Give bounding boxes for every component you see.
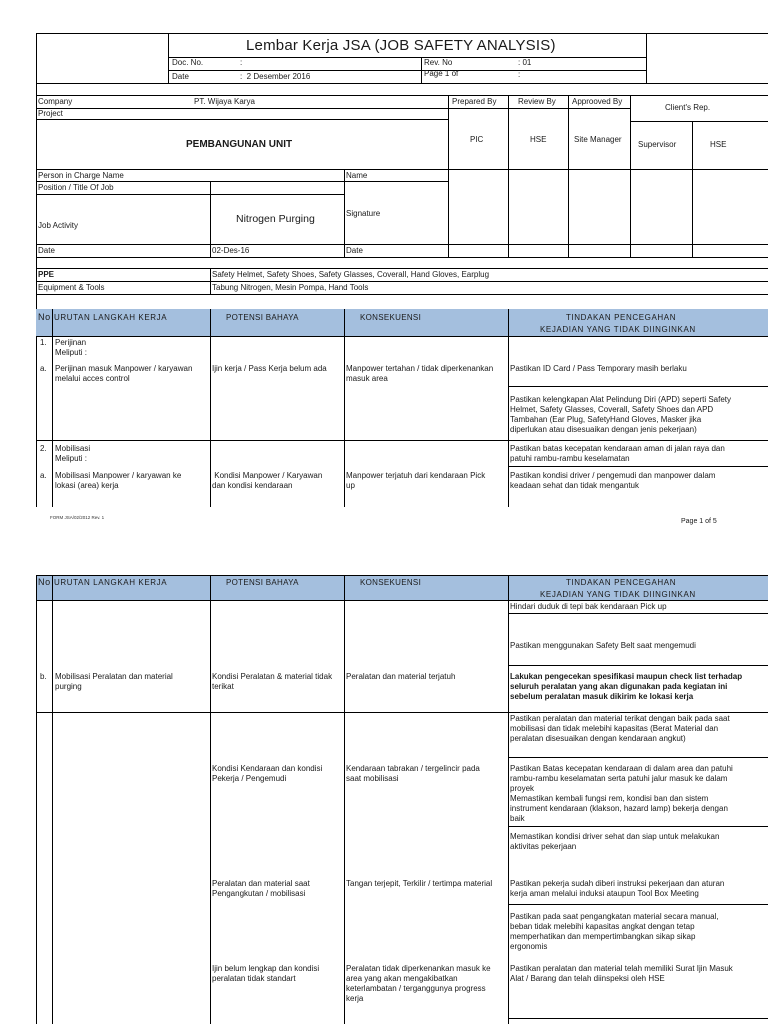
doc-no-label: Doc. No. [172,58,204,67]
row-letter: a. [40,364,47,373]
review-by-label: Review By [518,97,556,106]
header-action-2: KEJADIAN YANG TIDAK DIINGINKAN [540,590,696,599]
project-value: PEMBANGUNAN UNIT [186,139,293,150]
consequence-text: Manpower tertahan / tidak diperkenankan masuk area [346,364,494,383]
hazard-text: Kondisi Kendaraan dan kondisi Pekerja / Pengemudi [212,764,323,783]
row-letter: b. [40,672,47,681]
pic-label: PIC [470,135,484,144]
rev-no-label: Rev. No [424,58,453,67]
header-step: URUTAN LANGKAH KERJA [54,578,168,587]
supervisor-label: Supervisor [638,140,677,149]
header-action-2: KEJADIAN YANG TIDAK DIINGINKAN [540,325,696,334]
row-number: 2. [40,444,47,453]
job-activity-label: Job Activity [38,221,79,230]
header-action-1: TINDAKAN PENCEGAHAN [566,578,677,587]
action-text: Pastikan kelengkapan Alat Pelindung Diri (APD) seperti Safety Helmet, Safety Glasses, Coverall, Safety Shoes dan APD Tambahan (Ear Plug, SafetyHand Gloves, Masker jika diperlukan atau disesuaikan dengan jenis pekerjaan) [510,395,732,434]
hazard-text: Ijin belum lengkap dan kondisi peralatan tidak standart [212,964,320,983]
consequence-text: Tangan terjepit, Terkilir / tertimpa material [346,879,493,888]
date-value: : 2 Desember 2016 [240,72,311,81]
step-mobilisasi: Mobilisasi [55,444,91,453]
equipment-value: Tabung Nitrogen, Mesin Pompa, Hand Tools [212,283,369,292]
hazard-text: Peralatan dan material saat Pengangkutan / mobilisasi [212,879,310,898]
date3-label: Date [346,246,363,255]
project-label: Project [38,109,63,118]
action-text: Hindari duduk di tepi bak kendaraan Pick up [510,602,667,611]
ppe-label: PPE [38,270,55,279]
action-text: Pastikan peralatan dan material telah memiliki Surat Ijin Masuk Alat / Barang dan telah diinspeksi oleh HSE [510,964,733,983]
action-text: Pastikan peralatan dan material terikat dengan baik pada saat mobilisasi dan tidak melebihi kapasitas (Berat Material dan peralatan disesuaikan dengan kendaraan angkut) [510,714,730,743]
row-number: 1. [40,338,47,347]
header-consequence: KONSEKUENSI [360,578,422,587]
consequence-text: Peralatan tidak diperkenankan masuk ke area yang akan mengakibatkan keterlambatan / terganggunya progress kerja [346,964,491,1003]
hazard-text: Kondisi Peralatan & material tidak terikat [212,672,333,691]
ppe-value: Safety Helmet, Safety Shoes, Safety Glasses, Coverall, Hand Gloves, Earplug [212,270,490,279]
job-activity-value: Nitrogen Purging [236,213,315,225]
action-text: Pastikan ID Card / Pass Temporary masih berlaku [510,364,687,373]
clients-rep-label: Client's Rep. [665,103,711,112]
document-title: Lembar Kerja JSA (JOB SAFETY ANALYSIS) [246,37,556,54]
header-consequence: KONSEKUENSI [360,313,422,322]
row-letter: a. [40,471,47,480]
person-in-charge-label: Person in Charge Name [38,171,124,180]
action-text: Lakukan pengecekan spesifikasi maupun check list terhadap seluruh peralatan yang akan digunakan pada kegiatan ini sebelum peralatan masuk dikirim ke lokasi kerja [510,672,743,701]
step-text: Perijinan masuk Manpower / karyawan melalui acces control [55,364,193,383]
action-text: Pastikan Batas kecepatan kendaraan di dalam area dan patuhi rambu-rambu keselamatan serta patuhi jalur masuk ke dalam proyek Memastikan kembali fungsi rem, kondisi ban dan sistem instrument kendaraan (klakson, hazard lamp) bekerja dengan baik [510,764,733,823]
prepared-by-label: Prepared By [452,97,497,106]
action-text: Pastikan pada saat pengangkatan material secara manual, beban tidak melebihi kapasitas angkat dengan tetap memperhatikan dan mempertimbangkan sikap sikap ergonomis [510,912,719,951]
action-text: Pastikan pekerja sudah diberi instruksi pekerjaan dan aturan kerja aman melalui induksi ataupun Tool Box Meeting [510,879,725,898]
header-no: No [38,577,51,587]
hazard-text: Ijin kerja / Pass Kerja belum ada [212,364,327,373]
doc-no-colon: : [240,58,243,67]
signature-label: Signature [346,209,381,218]
page-colon: : [518,70,521,79]
action-text: Pastikan batas kecepatan kendaraan aman di jalan raya dan patuhi rambu-rambu keselamatan [510,444,725,463]
action-text: Pastikan menggunakan Safety Belt saat mengemudi [510,641,696,650]
company-label: Company [38,97,73,106]
equipment-label: Equipment & Tools [38,283,105,292]
approved-by-label: Approoved By [572,97,623,106]
step-text: Mobilisasi Peralatan dan material purging [55,672,173,691]
step-meliputi: Meliputi : [55,454,88,463]
name-label: Name [346,171,368,180]
action-text: Pastikan kondisi driver / pengemudi dan manpower dalam keadaan sehat dan tidak mengantuk [510,471,716,490]
hse2-label: HSE [710,140,727,149]
footer-page-number: Page 1 of 5 [681,518,717,525]
header-action-1: TINDAKAN PENCEGAHAN [566,313,677,322]
step-meliputi: Meliputi : [55,348,88,357]
position-label: Position / Title Of Job [38,183,114,192]
site-manager-label: Site Manager [574,135,622,144]
header-step: URUTAN LANGKAH KERJA [54,313,168,322]
consequence-text: Manpower terjatuh dari kendaraan Pick up [346,471,486,490]
consequence-text: Kendaraan tabrakan / tergelincir pada saat mobilisasi [346,764,480,783]
hazard-text: Kondisi Manpower / Karyawan dan kondisi kendaraan [212,471,323,490]
date-label: Date [172,72,189,81]
date2-value: 02-Des-16 [212,246,250,255]
step-perijinan: Perijinan [55,338,87,347]
action-text: Memastikan kondisi driver sehat dan siap untuk melakukan aktivitas pekerjaan [510,832,720,851]
header-no: No [38,312,51,322]
date2-label: Date [38,246,55,255]
header-hazard: POTENSI BAHAYA [226,313,299,322]
rev-no-value: : 01 [518,58,532,67]
page-label: Page 1 of [424,69,459,78]
header-hazard: POTENSI BAHAYA [226,578,299,587]
hse-label: HSE [530,135,547,144]
company-value: PT. Wijaya Karya [194,97,255,106]
footer-form-code: FORM JSA/02/2012 Rev. 1 [50,515,105,520]
consequence-text: Peralatan dan material terjatuh [346,672,456,681]
step-text: Mobilisasi Manpower / karyawan ke lokasi (area) kerja [55,471,182,490]
